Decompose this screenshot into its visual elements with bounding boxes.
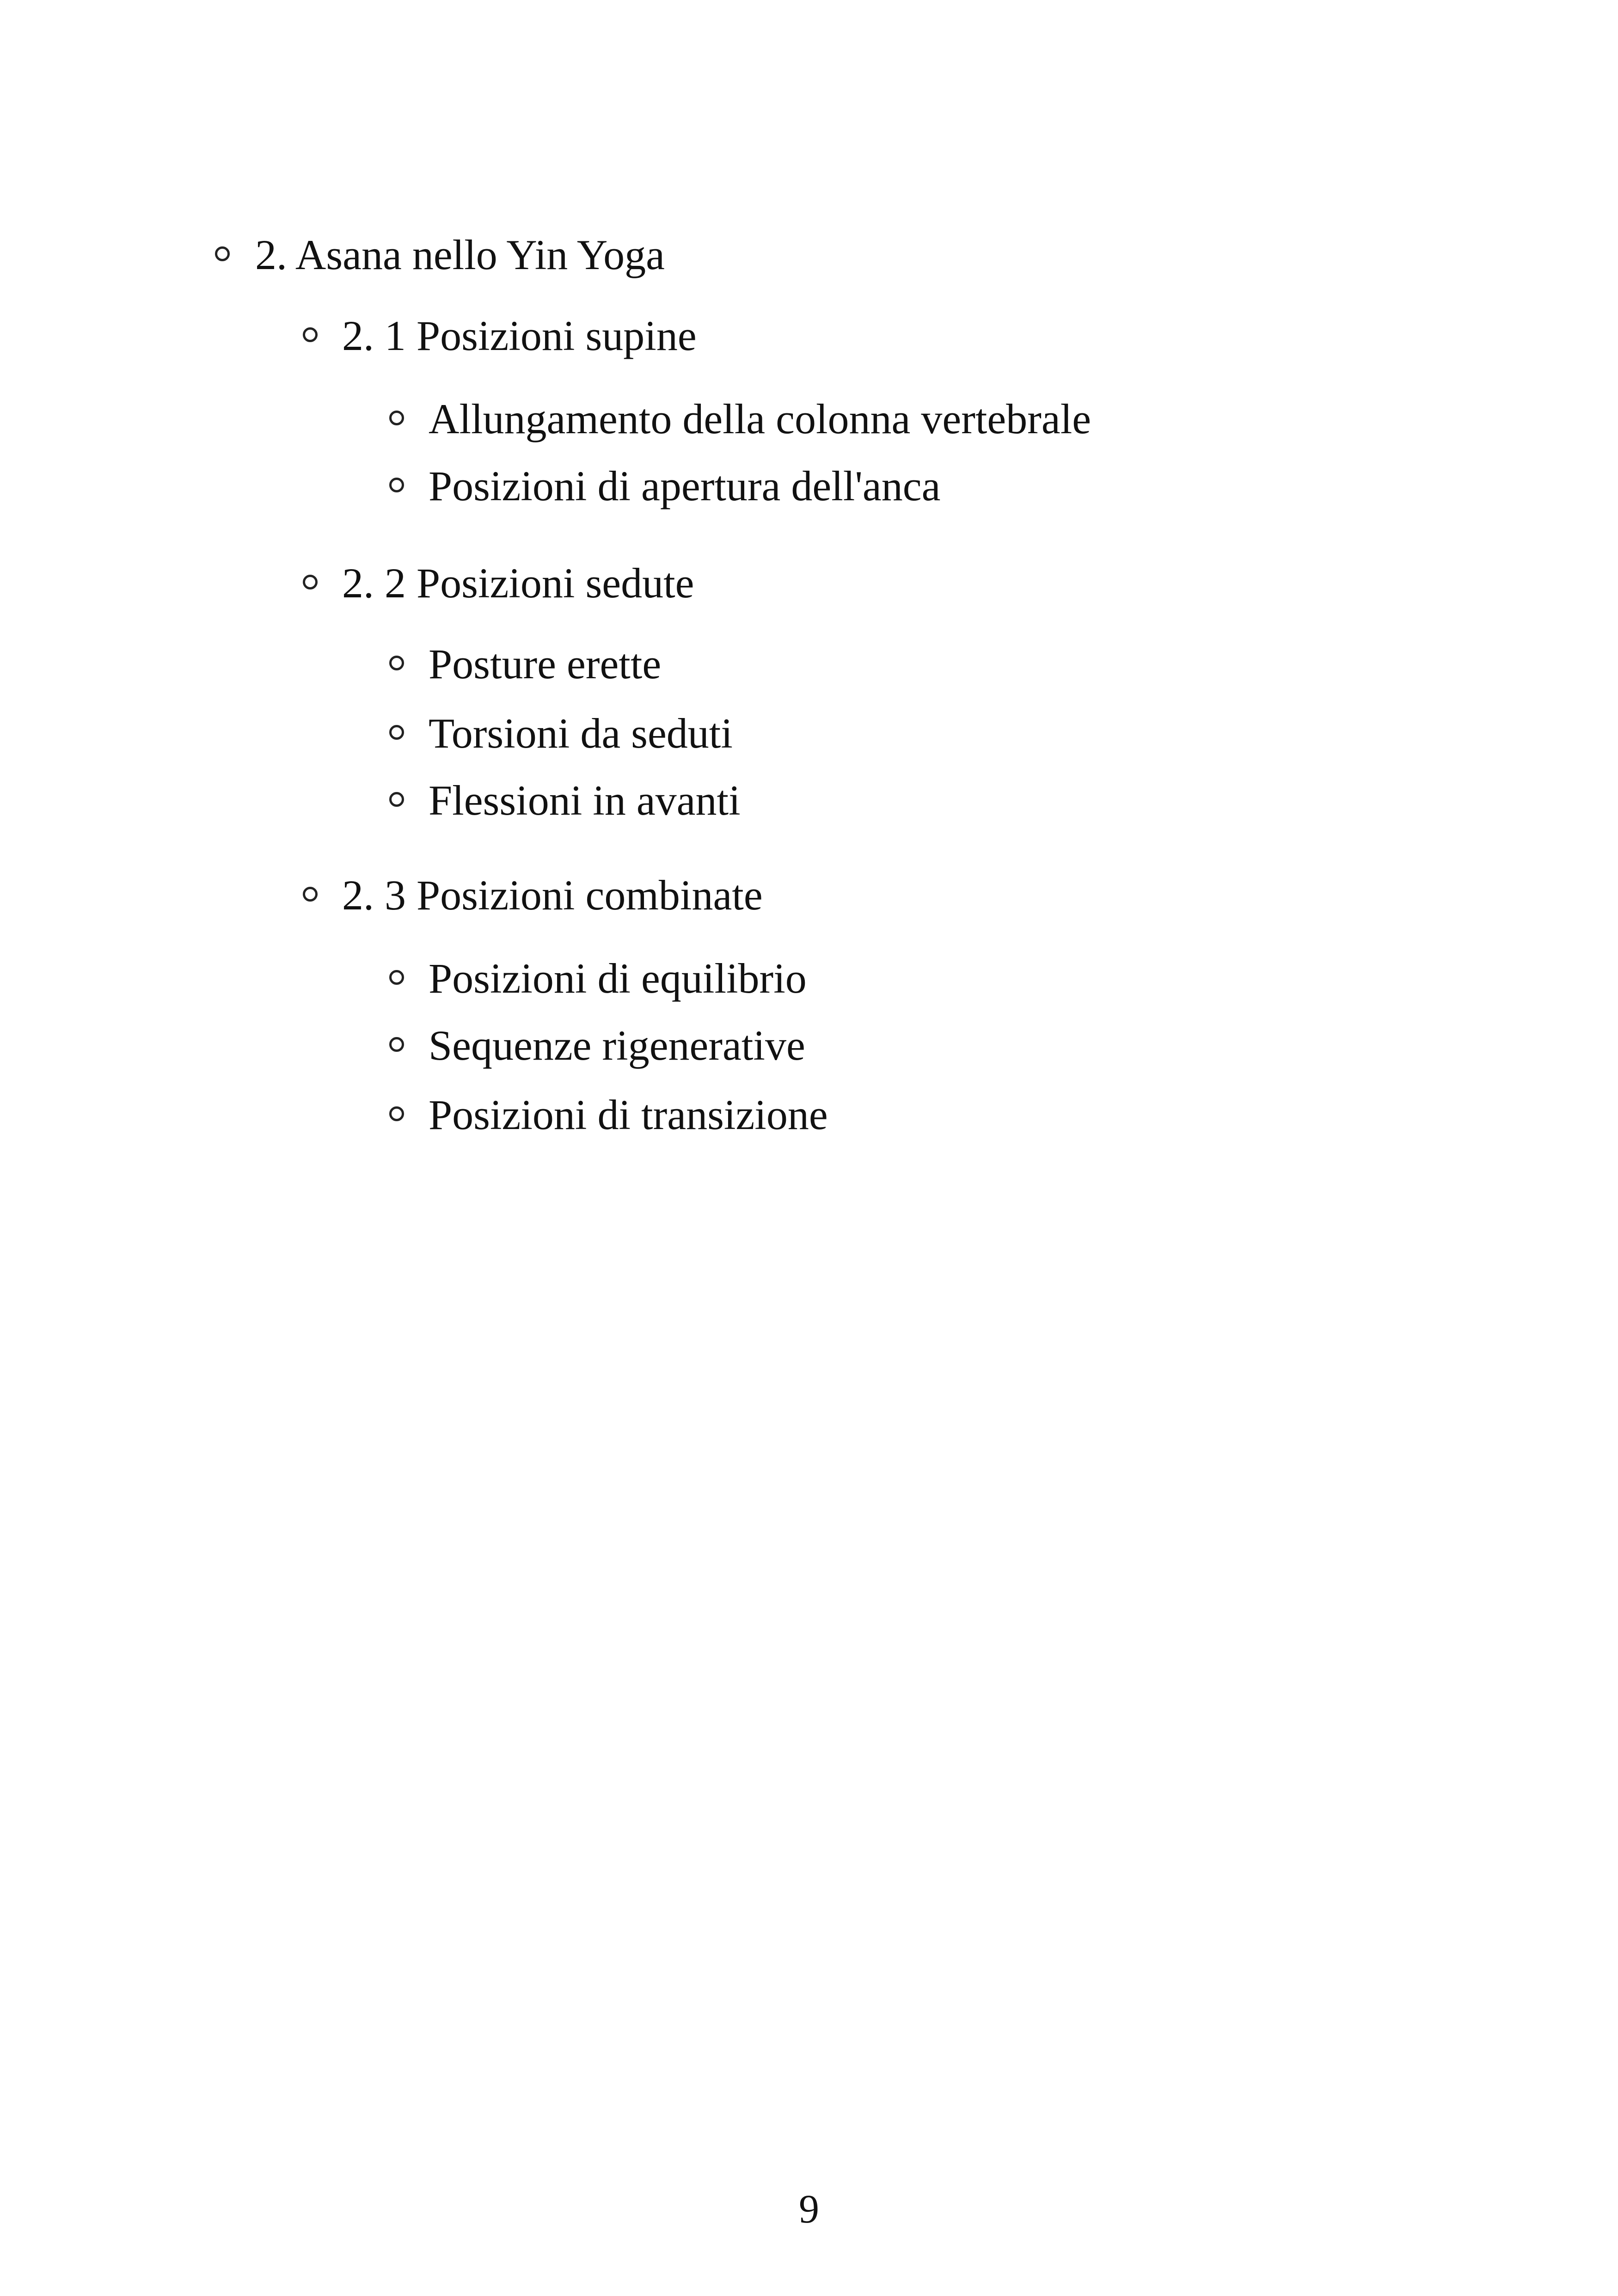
circle-bullet-icon (389, 970, 404, 985)
circle-bullet-icon (303, 327, 318, 342)
section-title-text: 2. 3 Posizioni combinate (342, 872, 763, 919)
page-number: 9 (799, 2187, 819, 2232)
list-item-text: Posizioni di transizione (429, 1091, 828, 1138)
section-title-text: 2. 2 Posizioni sedute (342, 559, 694, 607)
circle-bullet-icon (389, 725, 404, 740)
circle-bullet-icon (389, 792, 404, 807)
circle-bullet-icon (389, 478, 404, 492)
list-item-text: Allungamento della colonna vertebrale (429, 395, 1091, 442)
list-item-text: Torsioni da seduti (429, 710, 733, 757)
circle-bullet-icon (215, 246, 230, 261)
heading-text: 2. Asana nello Yin Yoga (255, 231, 665, 278)
circle-bullet-icon (389, 1037, 404, 1052)
circle-bullet-icon (389, 656, 404, 670)
list-item-text: Posizioni di apertura dell'anca (429, 462, 941, 510)
circle-bullet-icon (303, 575, 318, 589)
circle-bullet-icon (389, 1106, 404, 1121)
list-item-text: Sequenze rigenerative (429, 1022, 805, 1069)
section-title-text: 2. 1 Posizioni supine (342, 312, 697, 359)
circle-bullet-icon (389, 411, 404, 425)
list-item-text: Posture erette (429, 640, 662, 688)
list-item-text: Flessioni in avanti (429, 777, 741, 824)
circle-bullet-icon (303, 887, 318, 902)
list-item-text: Posizioni di equilibrio (429, 955, 807, 1002)
